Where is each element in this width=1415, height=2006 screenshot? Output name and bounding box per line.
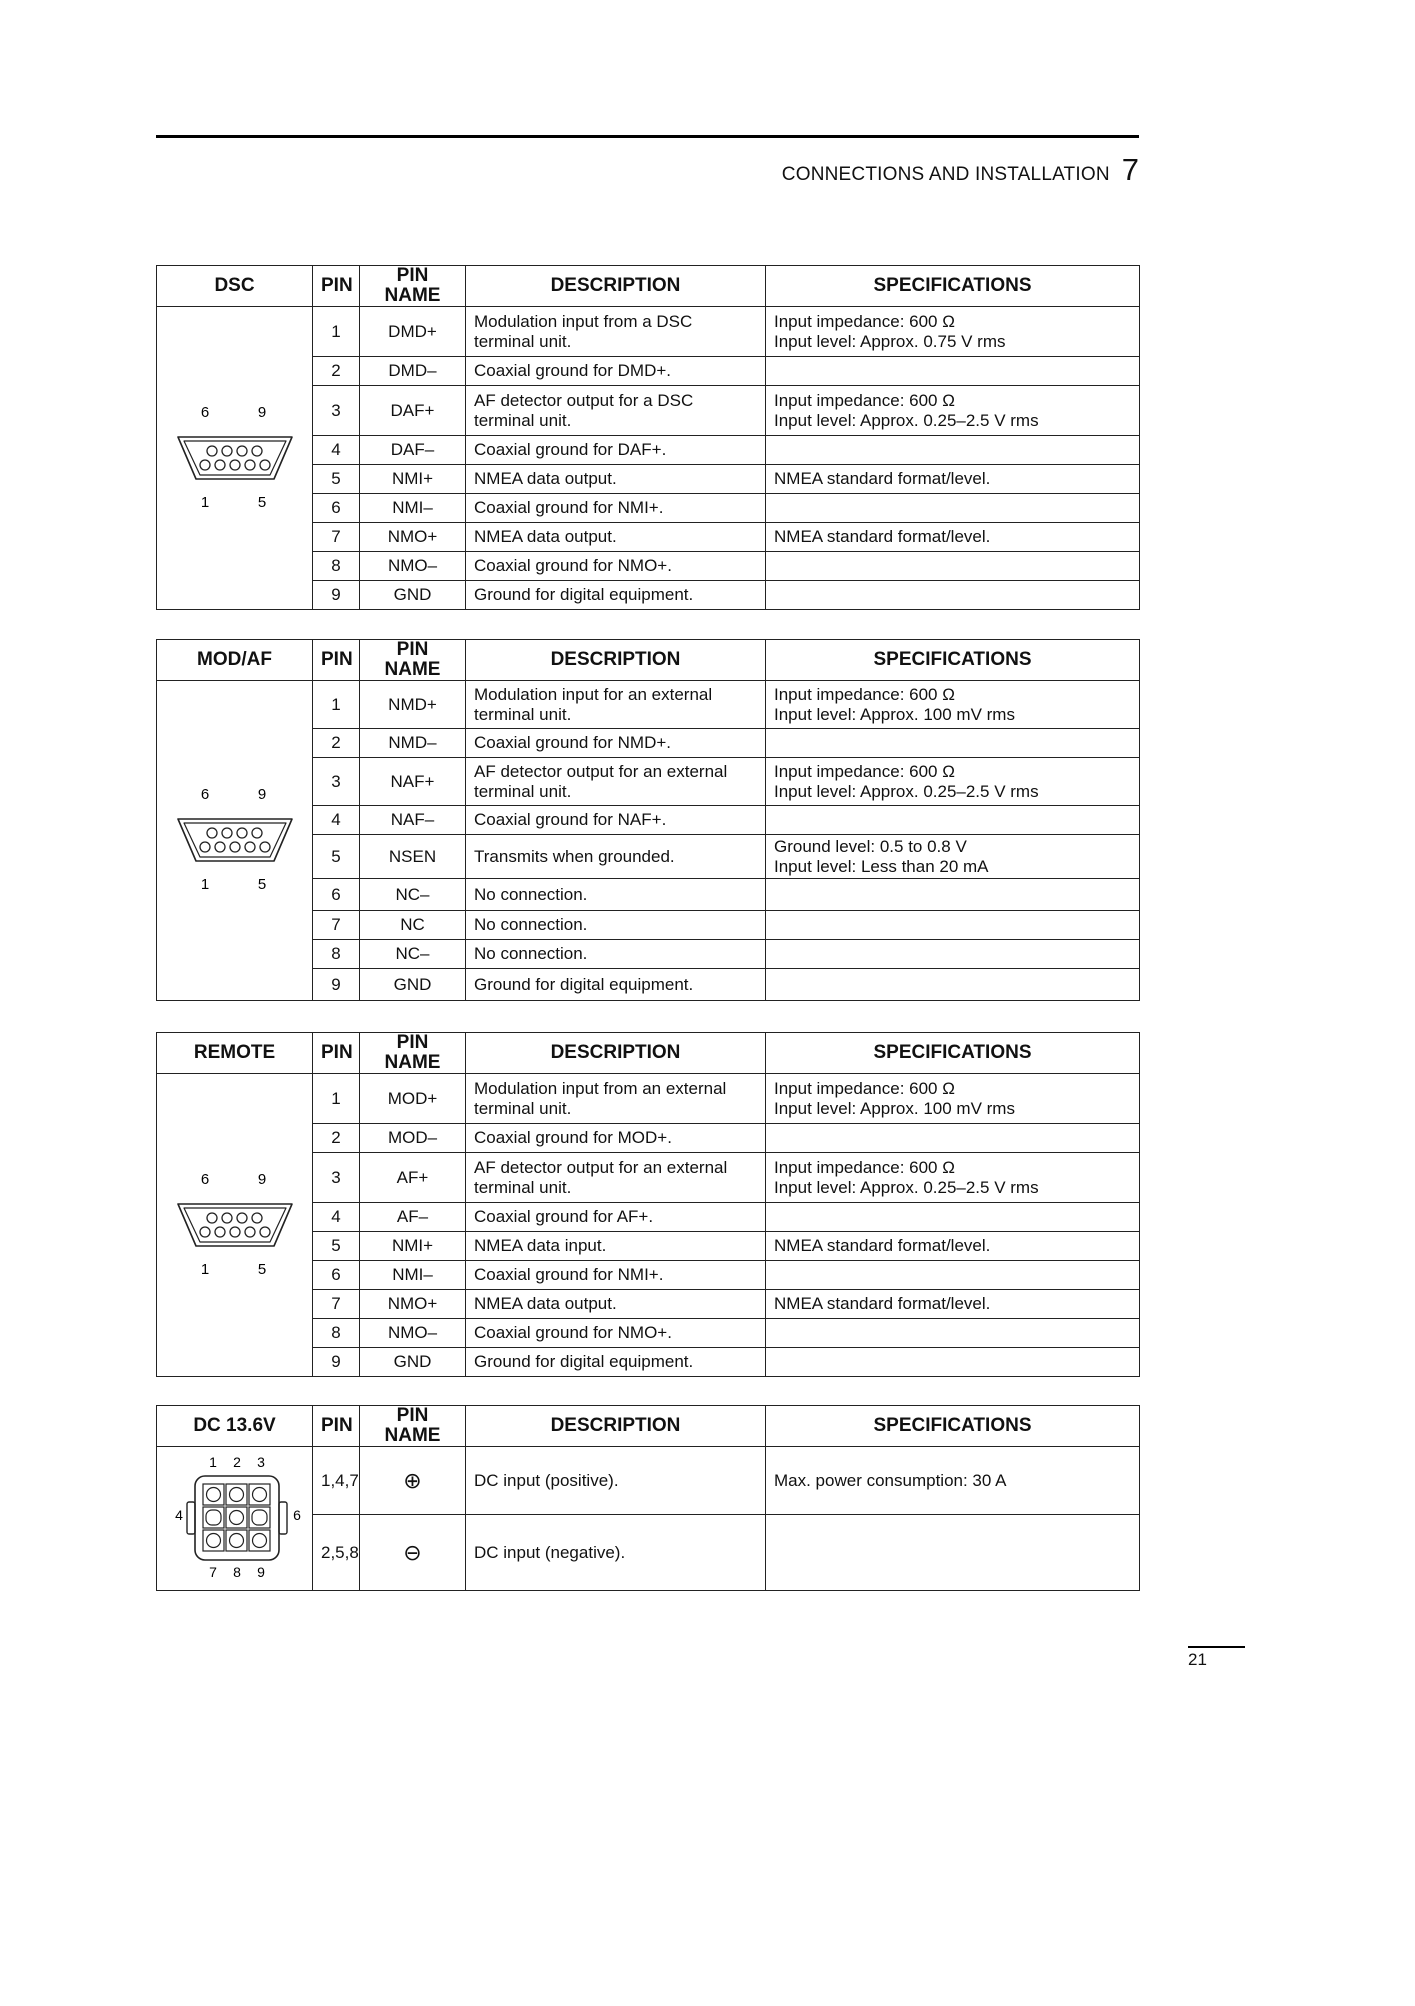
pin-number: 4	[313, 806, 360, 835]
pin-number: 8	[313, 552, 360, 581]
pin-description: NMEA data input.	[466, 1232, 766, 1261]
pin-number: 2	[313, 357, 360, 386]
connector-pin-label: 1	[209, 1454, 217, 1470]
pin-number: 3	[313, 1153, 360, 1203]
table-header-row	[157, 640, 1140, 681]
connector-pin-hole	[230, 1488, 244, 1502]
pin-specification	[766, 911, 1140, 940]
connector-pin-hole	[207, 1213, 217, 1223]
table-row	[157, 1447, 1140, 1515]
pin-description: DC input (negative).	[466, 1515, 766, 1591]
pin-description: Transmits when grounded.	[466, 835, 766, 879]
connector-pin-hole	[215, 460, 225, 470]
pin-specification: Input impedance: 600 Ω Input level: Approx. 100 mV rms	[766, 1074, 1140, 1124]
connector-diagram-cell	[157, 307, 313, 610]
pin-number: 7	[313, 911, 360, 940]
connector-pin-hole	[230, 460, 240, 470]
pin-description: Ground for digital equipment.	[466, 581, 766, 610]
connector-pin-hole	[245, 842, 255, 852]
pin-specification	[766, 1124, 1140, 1153]
pin-header: PIN	[313, 640, 360, 681]
connector-name-header: REMOTE	[157, 1033, 313, 1074]
pin-name-header: PIN NAME	[360, 266, 466, 307]
connector-pin-hole	[237, 446, 247, 456]
pin-description: NMEA data output.	[466, 1290, 766, 1319]
pin-table	[156, 639, 1140, 1001]
pin-description: Ground for digital equipment.	[466, 1348, 766, 1377]
specifications-header: SPECIFICATIONS	[766, 1033, 1140, 1074]
pin-number: 5	[313, 465, 360, 494]
table-header-row	[157, 1406, 1140, 1447]
pin-number: 4	[313, 436, 360, 465]
pin-number: 5	[313, 1232, 360, 1261]
connector-pin-hole	[252, 1213, 262, 1223]
connector-pin-hole	[230, 1227, 240, 1237]
pin-number: 3	[313, 386, 360, 436]
pin-number: 2,5,8	[313, 1515, 360, 1591]
connector-pin-slot	[252, 1510, 267, 1525]
pin-number: 2	[313, 1124, 360, 1153]
chapter-number: 7	[1121, 152, 1139, 187]
table-row	[157, 307, 1140, 357]
connector-diagram-cell	[157, 1074, 313, 1377]
pin-name: NSEN	[360, 835, 466, 879]
pin-name: NAF+	[360, 758, 466, 806]
pin-specification	[766, 806, 1140, 835]
connector-pin-label: 1	[200, 876, 209, 893]
connector-pin-label: 6	[200, 786, 209, 803]
connector-pin-hole	[222, 828, 232, 838]
pin-table	[156, 1032, 1140, 1377]
connector-pin-hole	[230, 1534, 244, 1548]
page-number-rule	[1188, 1646, 1245, 1648]
pin-description: Coaxial ground for DAF+.	[466, 436, 766, 465]
pin-description: AF detector output for an external terminal unit.	[466, 758, 766, 806]
pin-description: Coaxial ground for NAF+.	[466, 806, 766, 835]
pin-name: NMI–	[360, 494, 466, 523]
connector-pin-label: 9	[257, 1564, 265, 1580]
pin-description: No connection.	[466, 911, 766, 940]
connector-pin-hole	[200, 1227, 210, 1237]
connector-pin-label: 5	[257, 493, 266, 511]
connector-diagram-cell	[157, 1447, 313, 1591]
connector-pin-hole	[230, 842, 240, 852]
section-title: CONNECTIONS AND INSTALLATION	[781, 164, 1110, 185]
connector-pin-label: 6	[200, 403, 209, 421]
pin-specification: Ground level: 0.5 to 0.8 V Input level: Less than 20 mA	[766, 835, 1140, 879]
connector-pin-hole	[245, 460, 255, 470]
top-rule	[156, 135, 1139, 138]
pin-description: DC input (positive).	[466, 1447, 766, 1515]
pin-name: NMD–	[360, 729, 466, 758]
pin-number: 1	[313, 1074, 360, 1124]
pin-table	[156, 265, 1140, 610]
pin-specification: Max. power consumption: 30 A	[766, 1447, 1140, 1515]
pin-specification	[766, 1515, 1140, 1591]
connector-pin-label: 7	[209, 1564, 217, 1580]
connector-pin-hole	[215, 1227, 225, 1237]
connector-pin-hole	[207, 828, 217, 838]
pin-description: No connection.	[466, 879, 766, 911]
table-row	[157, 1074, 1140, 1124]
pin-number: 9	[313, 1348, 360, 1377]
connector-pin-label: 5	[257, 1260, 266, 1278]
connector-pin-label: 1	[200, 493, 209, 511]
pin-number: 6	[313, 1261, 360, 1290]
pin-name: GND	[360, 969, 466, 1001]
connector-pin-label: 1	[200, 1260, 209, 1278]
connector-pin-hole	[260, 1227, 270, 1237]
pin-description: Coaxial ground for NMD+.	[466, 729, 766, 758]
connector-pin-label: 9	[257, 403, 266, 421]
page-number: 21	[1188, 1650, 1207, 1669]
description-header: DESCRIPTION	[466, 1406, 766, 1447]
pin-header: PIN	[313, 1033, 360, 1074]
connector-pin-hole	[200, 460, 210, 470]
connector-pin-hole	[237, 1213, 247, 1223]
connector-pin-slot	[206, 1510, 221, 1525]
pin-number: 4	[313, 1203, 360, 1232]
description-header: DESCRIPTION	[466, 640, 766, 681]
pin-specification: Input impedance: 600 Ω Input level: Approx. 0.25–2.5 V rms	[766, 1153, 1140, 1203]
pin-name: GND	[360, 1348, 466, 1377]
pin-name: DAF–	[360, 436, 466, 465]
pin-specification	[766, 357, 1140, 386]
pin-specification	[766, 1348, 1140, 1377]
pin-specification: NMEA standard format/level.	[766, 1232, 1140, 1261]
description-header: DESCRIPTION	[466, 1033, 766, 1074]
pin-specification: Input impedance: 600 Ω Input level: Approx. 100 mV rms	[766, 681, 1140, 729]
connector-shell-outer	[178, 819, 292, 861]
pin-description: Coaxial ground for NMO+.	[466, 552, 766, 581]
table-header-row	[157, 266, 1140, 307]
pin-specification	[766, 552, 1140, 581]
pin-name: NMO+	[360, 523, 466, 552]
pin-specification	[766, 879, 1140, 911]
connector-pin-hole	[260, 842, 270, 852]
pin-name: NC	[360, 911, 466, 940]
connector-pin-hole	[207, 1534, 221, 1548]
connector-pin-hole	[200, 842, 210, 852]
connector-pin-label: 4	[175, 1507, 183, 1523]
dsub9-connector-diagram	[170, 783, 300, 893]
pin-number: 7	[313, 1290, 360, 1319]
pin-name: AF–	[360, 1203, 466, 1232]
pin-name: NMI–	[360, 1261, 466, 1290]
pin-name: NMO+	[360, 1290, 466, 1319]
pin-name-header: PIN NAME	[360, 1406, 466, 1447]
pin-description: Coaxial ground for NMO+.	[466, 1319, 766, 1348]
pin-specification	[766, 940, 1140, 969]
pin-number: 6	[313, 494, 360, 523]
connector-shell-outer	[178, 1204, 292, 1246]
table-row	[157, 681, 1140, 729]
table-header-row	[157, 1033, 1140, 1074]
pin-name: NMI+	[360, 1232, 466, 1261]
pin-description: Coaxial ground for MOD+.	[466, 1124, 766, 1153]
connector-pin-hole	[253, 1488, 267, 1502]
connector-pin-hole	[222, 1213, 232, 1223]
connector-pin-label: 8	[233, 1564, 241, 1580]
pin-name: DAF+	[360, 386, 466, 436]
pin-header: PIN	[313, 1406, 360, 1447]
pin-specification	[766, 581, 1140, 610]
specifications-header: SPECIFICATIONS	[766, 1406, 1140, 1447]
pin-name-header: PIN NAME	[360, 640, 466, 681]
pin-description: NMEA data output.	[466, 523, 766, 552]
pin-name: NMO–	[360, 1319, 466, 1348]
connector-pin-hole	[260, 460, 270, 470]
pin-number: 1,4,7	[313, 1447, 360, 1515]
pin-description: Coaxial ground for NMI+.	[466, 494, 766, 523]
connector-pin-hole	[207, 446, 217, 456]
pin-number: 9	[313, 581, 360, 610]
pin-number: 3	[313, 758, 360, 806]
pin-name-header: PIN NAME	[360, 1033, 466, 1074]
pin-name: MOD+	[360, 1074, 466, 1124]
pin-name: NMO–	[360, 552, 466, 581]
pin-description: AF detector output for a DSC terminal unit.	[466, 386, 766, 436]
pin-specification: Input impedance: 600 Ω Input level: Approx. 0.75 V rms	[766, 307, 1140, 357]
page-header	[782, 152, 1139, 188]
pin-specification	[766, 494, 1140, 523]
pin-description: Coaxial ground for NMI+.	[466, 1261, 766, 1290]
specifications-header: SPECIFICATIONS	[766, 266, 1140, 307]
connector-name-header: MOD/AF	[157, 640, 313, 681]
pin-number: 9	[313, 969, 360, 1001]
pin-name: NMD+	[360, 681, 466, 729]
pin-specification: NMEA standard format/level.	[766, 1290, 1140, 1319]
connector-pin-hole	[230, 1511, 244, 1525]
pin-description: AF detector output for an external terminal unit.	[466, 1153, 766, 1203]
pin-description: Modulation input from an external terminal unit.	[466, 1074, 766, 1124]
pin-name: GND	[360, 581, 466, 610]
pin-number: 5	[313, 835, 360, 879]
pin-number: 2	[313, 729, 360, 758]
dsub9-connector-diagram	[170, 401, 300, 511]
pin-specification	[766, 1203, 1140, 1232]
pin-specification: NMEA standard format/level.	[766, 465, 1140, 494]
connector-pin-label: 9	[257, 1170, 266, 1188]
pin-number: 8	[313, 940, 360, 969]
pin-number: 1	[313, 307, 360, 357]
pin-description: Modulation input for an external terminal unit.	[466, 681, 766, 729]
connector-shell-outer	[178, 437, 292, 479]
pin-specification	[766, 1261, 1140, 1290]
pin-header: PIN	[313, 266, 360, 307]
connector-pin-hole	[245, 1227, 255, 1237]
power-connector-diagram	[165, 1452, 305, 1580]
connector-pin-hole	[207, 1488, 221, 1502]
pin-description: Ground for digital equipment.	[466, 969, 766, 1001]
pin-number: 8	[313, 1319, 360, 1348]
connector-pin-hole	[252, 446, 262, 456]
connector-pin-label: 9	[257, 786, 266, 803]
dsub9-connector-diagram	[170, 1168, 300, 1278]
connector-pin-hole	[222, 446, 232, 456]
connector-diagram-cell	[157, 681, 313, 1001]
connector-pin-label: 3	[257, 1454, 265, 1470]
connector-pin-label: 6	[200, 1170, 209, 1188]
pin-name: ⊕	[360, 1447, 466, 1515]
pin-name: MOD–	[360, 1124, 466, 1153]
connector-pin-label: 6	[293, 1507, 301, 1523]
pin-specification: Input impedance: 600 Ω Input level: Approx. 0.25–2.5 V rms	[766, 758, 1140, 806]
pin-name: NC–	[360, 940, 466, 969]
pin-name: ⊖	[360, 1515, 466, 1591]
connector-pin-hole	[253, 1534, 267, 1548]
pin-name: DMD–	[360, 357, 466, 386]
pin-specification: Input impedance: 600 Ω Input level: Approx. 0.25–2.5 V rms	[766, 386, 1140, 436]
pin-name: NC–	[360, 879, 466, 911]
connector-pin-hole	[252, 828, 262, 838]
connector-latch	[279, 1502, 287, 1534]
pin-specification	[766, 729, 1140, 758]
pin-table	[156, 1405, 1140, 1591]
connector-name-header: DSC	[157, 266, 313, 307]
pin-description: No connection.	[466, 940, 766, 969]
connector-pin-hole	[215, 842, 225, 852]
pin-description: Modulation input from a DSC terminal unit.	[466, 307, 766, 357]
connector-pin-hole	[237, 828, 247, 838]
pin-specification	[766, 436, 1140, 465]
pin-specification	[766, 1319, 1140, 1348]
pin-number: 6	[313, 879, 360, 911]
connector-name-header: DC 13.6V	[157, 1406, 313, 1447]
description-header: DESCRIPTION	[466, 266, 766, 307]
pin-name: DMD+	[360, 307, 466, 357]
pin-description: Coaxial ground for AF+.	[466, 1203, 766, 1232]
pin-description: Coaxial ground for DMD+.	[466, 357, 766, 386]
connector-latch	[187, 1502, 195, 1534]
pin-number: 7	[313, 523, 360, 552]
pin-name: NMI+	[360, 465, 466, 494]
pin-specification	[766, 969, 1140, 1001]
pin-name: AF+	[360, 1153, 466, 1203]
pin-description: NMEA data output.	[466, 465, 766, 494]
pin-specification: NMEA standard format/level.	[766, 523, 1140, 552]
specifications-header: SPECIFICATIONS	[766, 640, 1140, 681]
connector-pin-label: 5	[257, 876, 266, 893]
pin-name: NAF–	[360, 806, 466, 835]
pin-number: 1	[313, 681, 360, 729]
connector-pin-label: 2	[233, 1454, 241, 1470]
